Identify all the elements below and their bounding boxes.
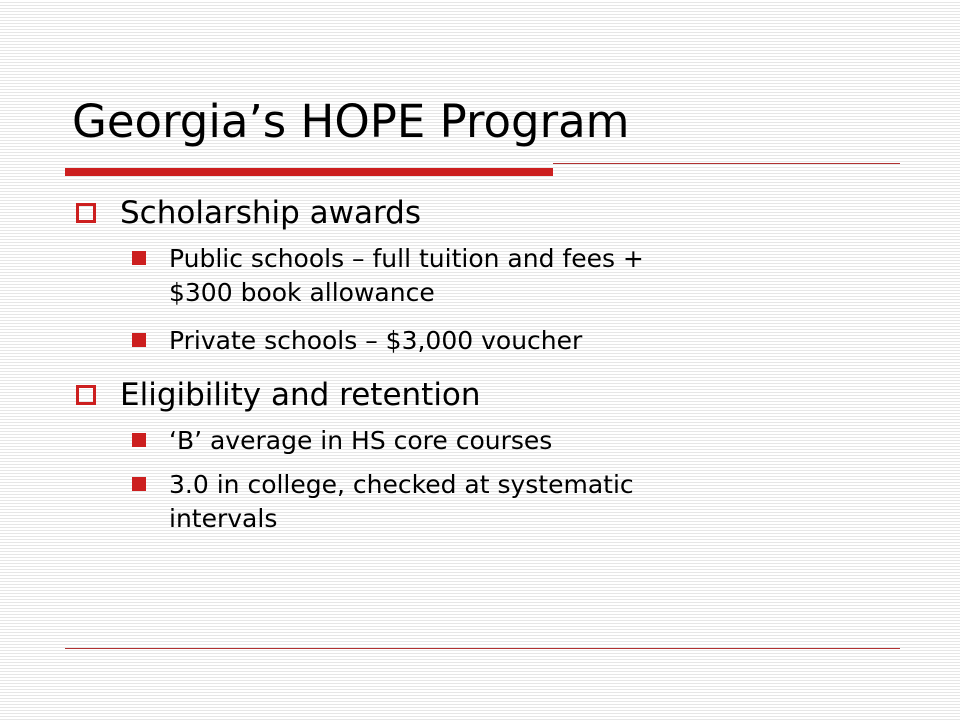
list-item-college-gpa: [75, 468, 905, 536]
list-item-b-average: [75, 424, 905, 458]
filled-square-bullet-icon: [132, 333, 146, 347]
filled-square-bullet-icon: [132, 477, 146, 491]
list-item-line: 3.0 in college, checked at systematic: [169, 470, 634, 499]
section-heading: Eligibility and retention: [120, 377, 481, 413]
filled-square-bullet-icon: [132, 251, 146, 265]
section-heading: Scholarship awards: [120, 195, 422, 231]
footer-rule: [65, 648, 900, 649]
hollow-square-bullet-icon: [76, 203, 96, 223]
list-item-private-schools: [75, 324, 905, 358]
title-underline-thin: [553, 163, 900, 164]
list-item-line: Public schools – full tuition and fees +: [169, 244, 644, 273]
slide-content: [75, 190, 905, 536]
title-underline-thick: [65, 168, 553, 176]
filled-square-bullet-icon: [132, 433, 146, 447]
list-item-public-schools: [75, 242, 905, 310]
section-eligibility-retention: [75, 372, 905, 418]
hollow-square-bullet-icon: [76, 385, 96, 405]
list-item-line: ‘B’ average in HS core courses: [169, 426, 553, 455]
section-scholarship-awards: [75, 190, 905, 236]
list-item-line: Private schools – $3,000 voucher: [169, 326, 583, 355]
list-item-line: intervals: [169, 504, 278, 533]
slide-title: Georgia’s HOPE Program: [72, 95, 630, 148]
list-item-line: $300 book allowance: [169, 278, 435, 307]
